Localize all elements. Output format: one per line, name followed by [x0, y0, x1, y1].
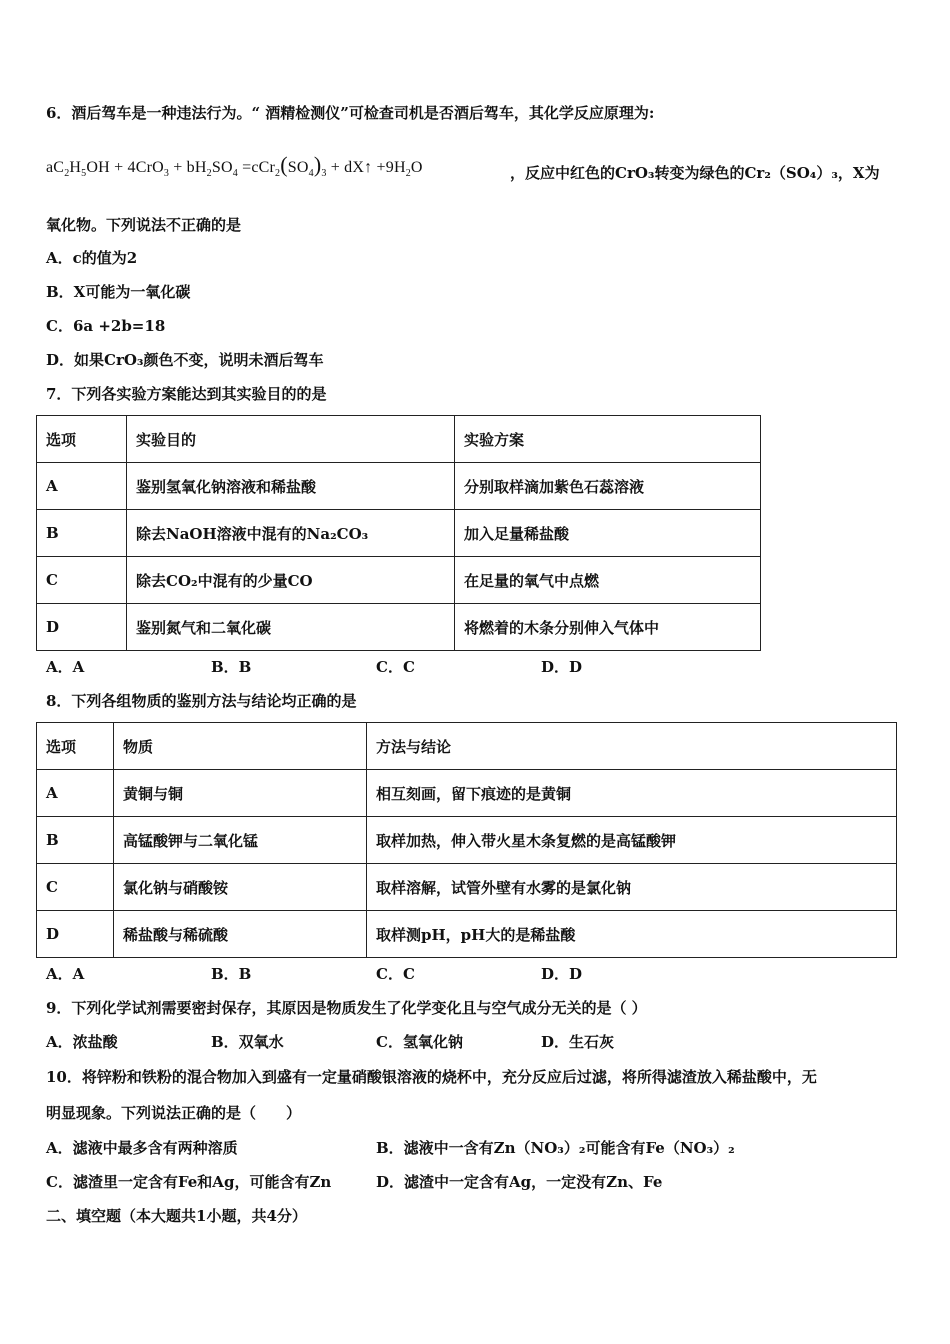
q8-header-method: 方法与结论: [367, 723, 897, 770]
q7-cell: 在足量的氧气中点燃: [455, 557, 761, 604]
q8-cell: 取样加热，伸入带火星木条复燃的是高锰酸钾: [367, 817, 897, 864]
q8-answers: [46, 964, 646, 984]
q7-answer-a: A．A: [46, 658, 85, 676]
q7-cell: C: [37, 557, 127, 604]
q10-option-a: A．滤液中最多含有两种溶质: [46, 1139, 238, 1157]
q9-stem: 9．下列化学试剂需要密封保存，其原因是物质发生了化学变化且与空气成分无关的是（ ）: [46, 999, 647, 1017]
table-row: [37, 510, 761, 557]
q10-option-b: B．滤液中一含有Zn（NO₃）₂可能含有Fe（NO₃）₂: [376, 1139, 735, 1157]
q6-option-a: A．c的值为2: [46, 249, 138, 267]
q8-cell: 氯化钠与硝酸铵: [114, 864, 367, 911]
q7-cell: 鉴别氮气和二氧化碳: [127, 604, 455, 651]
table-row: [37, 463, 761, 510]
table-header-row: [37, 416, 761, 463]
section-2-heading: 二、填空题（本大题共1小题，共4分）: [46, 1207, 307, 1225]
q7-answers: [46, 657, 646, 677]
q6-equation-line: [46, 148, 916, 184]
q9-option-c: C．氢氧化钠: [376, 1033, 463, 1051]
q8-cell: 黄铜与铜: [114, 770, 367, 817]
q8-header-option: 选项: [37, 723, 114, 770]
q8-cell: 相互刻画，留下痕迹的是黄铜: [367, 770, 897, 817]
q7-cell: 鉴别氢氧化钠溶液和稀盐酸: [127, 463, 455, 510]
q7-cell: B: [37, 510, 127, 557]
q8-answer-a: A．A: [46, 965, 85, 983]
q10-option-c: C．滤渣里一定含有Fe和Ag，可能含有Zn: [46, 1173, 332, 1191]
q8-cell: A: [37, 770, 114, 817]
table-row: [37, 604, 761, 651]
q8-cell: C: [37, 864, 114, 911]
q8-table: [36, 722, 897, 958]
q8-cell: 稀盐酸与稀硫酸: [114, 911, 367, 958]
q9-options: [46, 1032, 646, 1052]
q6-stem-cont: 氧化物。下列说法不正确的是: [46, 216, 242, 234]
q7-answer-d: D．D: [541, 658, 583, 676]
q7-cell: 分别取样滴加紫色石蕊溶液: [455, 463, 761, 510]
q7-table: [36, 415, 761, 651]
q9-option-d: D．生石灰: [541, 1033, 615, 1051]
q8-header-substance: 物质: [114, 723, 367, 770]
q7-answer-c: C．C: [376, 658, 415, 676]
table-row: [37, 864, 897, 911]
q8-cell: D: [37, 911, 114, 958]
q9-option-b: B．双氧水: [211, 1033, 284, 1051]
q8-cell: 高锰酸钾与二氧化锰: [114, 817, 367, 864]
q8-answer-c: C．C: [376, 965, 415, 983]
q8-answer-d: D．D: [541, 965, 583, 983]
q6-equation-tail: ，反应中红色的CrO₃转变为绿色的Cr₂（SO₄）₃，X为: [510, 164, 880, 182]
q7-cell: 加入足量稀盐酸: [455, 510, 761, 557]
q7-cell: 除去NaOH溶液中混有的Na₂CO₃: [127, 510, 455, 557]
q8-cell: 取样测pH，pH大的是稀盐酸: [367, 911, 897, 958]
q7-cell: 除去CO₂中混有的少量CO: [127, 557, 455, 604]
q7-answer-b: B．B: [211, 658, 252, 676]
q7-stem: 7．下列各实验方案能达到其实验目的的是: [46, 385, 327, 403]
q6-option-d: D．如果CrO₃颜色不变，说明未酒后驾车: [46, 351, 324, 369]
q10-stem-cont: 明显现象。下列说法正确的是（ ）: [46, 1104, 302, 1122]
q8-answer-b: B．B: [211, 965, 252, 983]
q10-stem: 10．将锌粉和铁粉的混合物加入到盛有一定量硝酸银溶液的烧杯中，充分反应后过滤，将所得滤渣放入稀盐酸中，无: [46, 1068, 817, 1086]
q7-cell: A: [37, 463, 127, 510]
q10-option-d: D．滤渣中一定含有Ag，一定没有Zn、Fe: [376, 1173, 663, 1191]
q7-header-purpose: 实验目的: [127, 416, 455, 463]
table-row: [37, 817, 897, 864]
table-row: [37, 770, 897, 817]
q9-option-a: A．浓盐酸: [46, 1033, 118, 1051]
q8-stem: 8．下列各组物质的鉴别方法与结论均正确的是: [46, 692, 357, 710]
q7-cell: 将燃着的木条分别伸入气体中: [455, 604, 761, 651]
q6-equation: $aC_2H_5OH + 4CrO_3 + bH_2SO_4 =cCr_2(SO_4)_3$ + dX↑ $+9H_2O$: [46, 152, 423, 179]
q7-header-option: 选项: [37, 416, 127, 463]
q6-stem: 6．酒后驾车是一种违法行为。“ 酒精检测仪”可检查司机是否酒后驾车，其化学反应原理为:: [46, 104, 655, 122]
q7-cell: D: [37, 604, 127, 651]
table-row: [37, 557, 761, 604]
table-row: [37, 911, 897, 958]
q6-option-c: C．6a +2b=18: [46, 317, 166, 335]
q8-cell: B: [37, 817, 114, 864]
q8-cell: 取样溶解，试管外壁有水雾的是氯化钠: [367, 864, 897, 911]
q7-header-plan: 实验方案: [455, 416, 761, 463]
q6-option-b: B．X可能为一氧化碳: [46, 283, 191, 301]
table-header-row: [37, 723, 897, 770]
